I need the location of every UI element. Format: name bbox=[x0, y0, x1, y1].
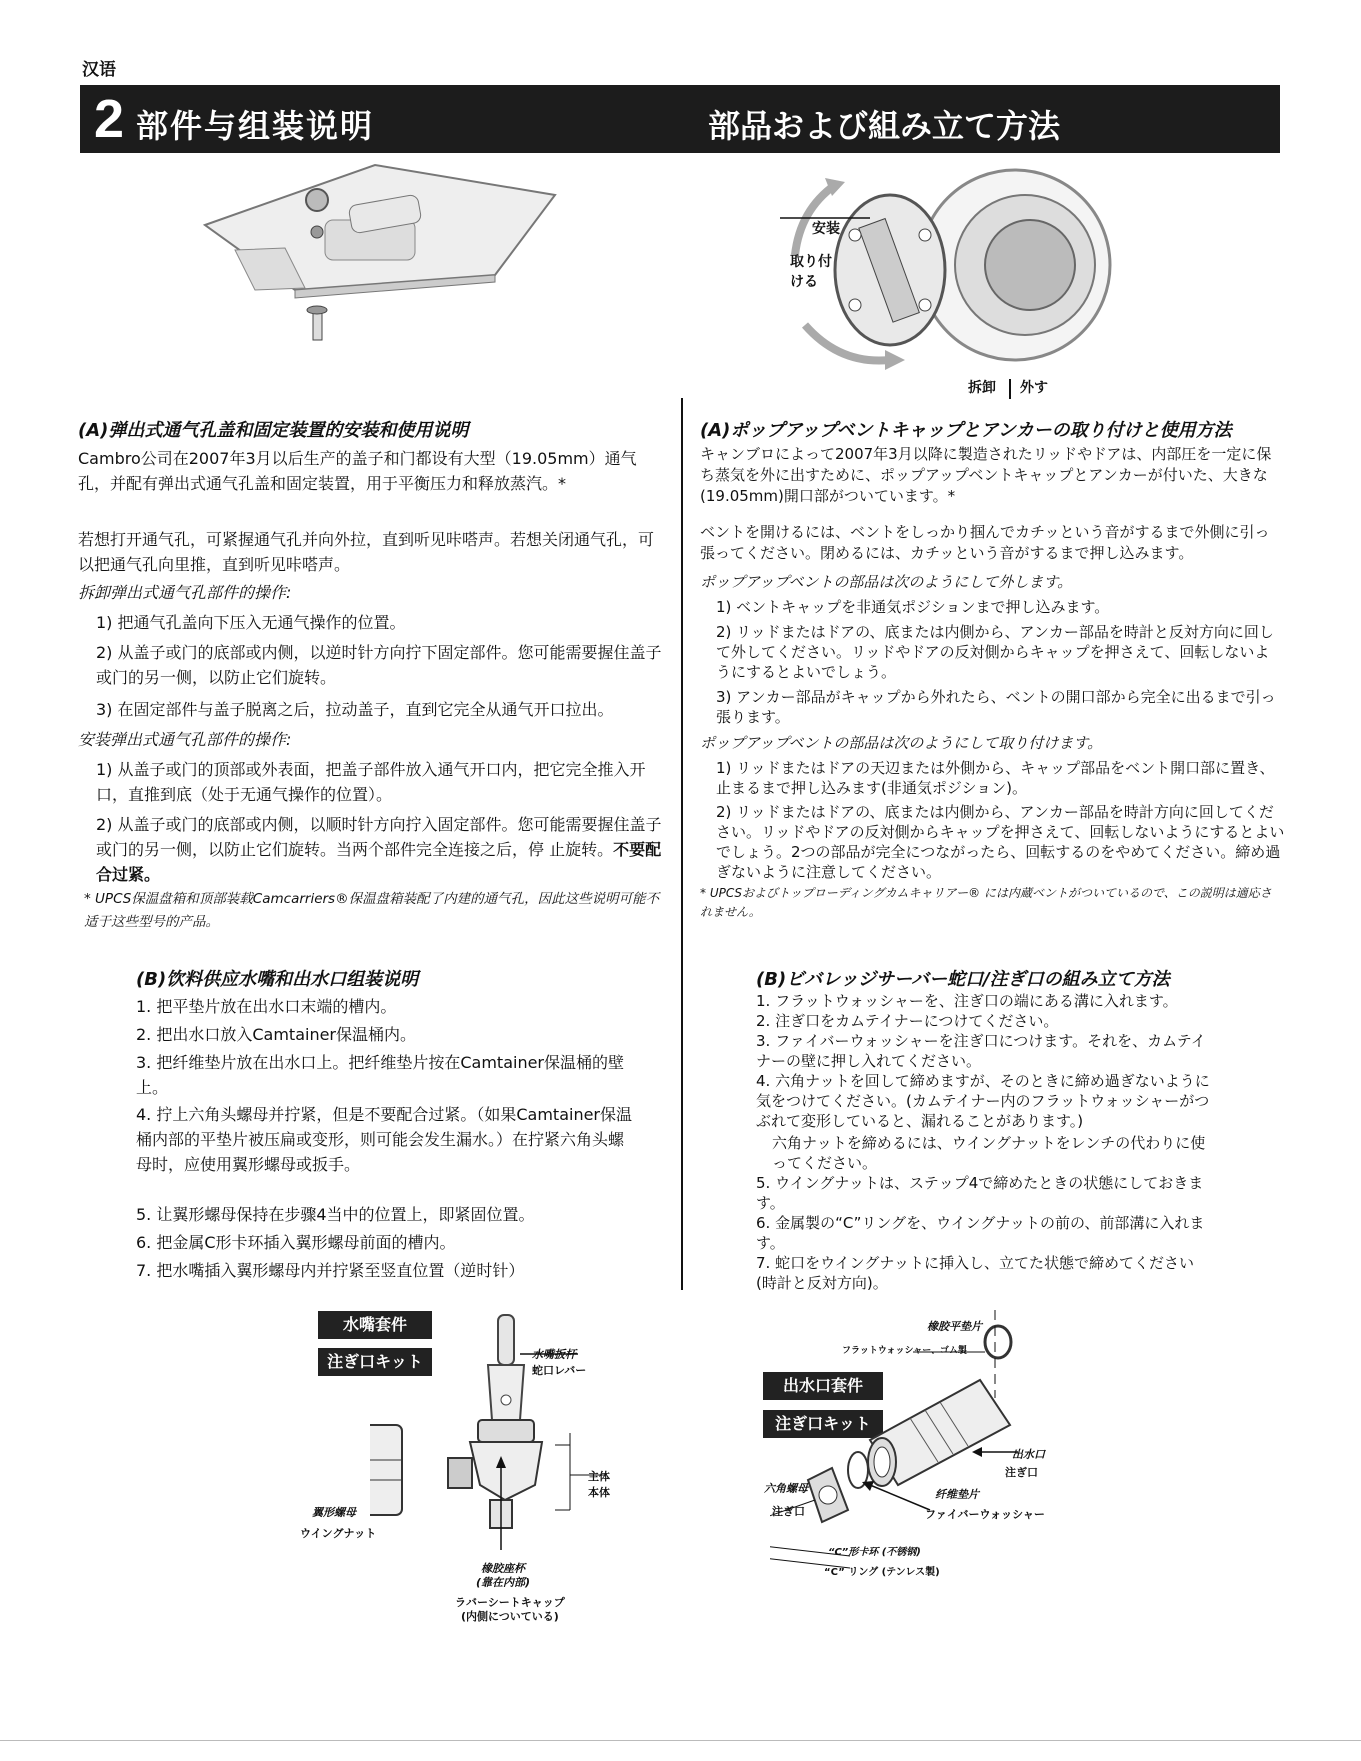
remove-heading-jp: ポップアップベントの部品は次のようにして外します。 bbox=[700, 573, 1073, 591]
vent-rotation-illustration bbox=[780, 160, 1130, 380]
label-separator bbox=[1009, 379, 1011, 399]
install-step-text: 2) 从盖子或门的底部或内侧，以顺时针方向拧入固定部件。您可能需要握住盖子或门的另一侧，以防止它们旋转。当两个部件完全连接之后，停 止旋转。 bbox=[96, 815, 662, 859]
seat-cap-label-cn: 橡胶座杯 (靠在内部) bbox=[476, 1562, 531, 1589]
wing-nut-label-cn: 翼形螺母 bbox=[312, 1506, 356, 1519]
spigot-step-jp: 3. ファイバーウォッシャーを注ぎ口につけます。それを、カムテイナーの壁に押し入れてください。 bbox=[756, 1032, 1206, 1070]
remove-label-jp: 外す bbox=[1020, 380, 1048, 396]
body-label-jp: 本体 bbox=[588, 1486, 610, 1499]
spigot-step-cn: 6. 把金属C形卡环插入翼形螺母前面的槽内。 bbox=[136, 1233, 456, 1252]
spigot-kit-label-jp: 注ぎ口キット bbox=[763, 1410, 883, 1438]
c-ring-label-jp: “C” リング (テンレス製) bbox=[824, 1567, 940, 1578]
section-a-intro-cn: Cambro公司在2007年3月以后生产的盖子和门都设有大型（19.05mm）通气孔，并配有弹出式通气孔盖和固定装置，用于平衡压力和释放蒸汽。* bbox=[78, 449, 637, 493]
hex-nut-label-cn: 六角螺母 bbox=[764, 1482, 808, 1495]
lid-illustration bbox=[195, 160, 565, 360]
spigot-step-jp: 2. 注ぎ口をカムテイナーにつけてください。 bbox=[756, 1012, 1059, 1030]
faucet-kit-label-jp: 注ぎ口キット bbox=[318, 1348, 432, 1376]
spigot-step-jp: 6. 金属製の“C”リングを、ウイングナットの前の、前部溝に入れます。 bbox=[756, 1214, 1205, 1252]
spigot-step-cn: 4. 拧上六角头螺母并拧紧，但是不要配合过紧。（如果Camtainer保温桶内部的平垫片被压扁或变形，则可能会发生漏水。）在拧紧六角头螺母时，应使用翼形螺母或扳手。 bbox=[136, 1105, 633, 1174]
wing-nut-label-jp: ウイングナット bbox=[300, 1527, 377, 1540]
spigot-step-jp: 1. フラットウォッシャーを、注ぎ口の端にある溝に入れます。 bbox=[756, 992, 1178, 1010]
spout-label-jp: 注ぎ口 bbox=[1005, 1466, 1038, 1479]
install-step-cn: 1) 从盖子或门的顶部或外表面，把盖子部件放入通气开口内，把它完全推入开口，直推到底（处于无通气操作的位置）。 bbox=[96, 760, 646, 804]
install-step-jp: 1) リッドまたはドアの天辺または外側から、キャップ部品をベント開口部に置き、止まるまで押し込みます(非通気ポジション)。 bbox=[716, 759, 1275, 797]
remove-step-jp: 1) ベントキャップを非通気ポジションまで押し込みます。 bbox=[716, 598, 1110, 616]
language-label: 汉语 bbox=[82, 60, 116, 80]
spigot-step-jp: 7. 蛇口をウイングナットに挿入し、立てた状態で締めてください (時計と反対方向)。 bbox=[756, 1254, 1195, 1292]
flat-washer-label-cn: 橡胶平垫片 bbox=[927, 1320, 982, 1333]
spigot-step-jp-note: 六角ナットを締めるには、ウイングナットをレンチの代わりに使ってください。 bbox=[772, 1134, 1206, 1172]
section-b-heading-cn: (B)饮料供应水嘴和出水口组装说明 bbox=[136, 969, 419, 990]
install-heading-jp: ポップアップベントの部品は次のようにして取り付けます。 bbox=[700, 734, 1103, 752]
flat-washer-label-jp: フラットウォッシャー、ゴム製 bbox=[842, 1346, 967, 1356]
section-banner bbox=[80, 85, 1280, 153]
fiber-washer-label-jp: ファイバーウォッシャー bbox=[925, 1508, 1045, 1521]
spigot-kit-label-cn: 出水口套件 bbox=[763, 1372, 883, 1400]
remove-step-cn: 3) 在固定部件与盖子脱离之后，拉动盖子，直到它完全从通气开口拉出。 bbox=[96, 700, 614, 719]
remove-step-cn: 1) 把通气孔盖向下压入无通气操作的位置。 bbox=[96, 613, 406, 632]
column-divider bbox=[681, 398, 683, 1290]
body-label-cn: 主体 bbox=[588, 1470, 610, 1483]
remove-step-jp: 3) アンカー部品がキャップから外れたら、ベントの開口部から完全に出るまで引っ張ります。 bbox=[716, 688, 1276, 726]
section-title-jp: 部品および組み立て方法 bbox=[708, 107, 1061, 145]
remove-heading-cn: 拆卸弹出式通气孔部件的操作: bbox=[78, 583, 292, 602]
hex-nut-label-jp: 注ぎ口 bbox=[772, 1505, 805, 1518]
spigot-step-cn: 7. 把水嘴插入翼形螺母内并拧紧至竖直位置（逆时针） bbox=[136, 1261, 525, 1280]
footnote-jp: * UPCSおよびトップローディングカムキャリアー® には内蔵ベントがついているので、この説明は適応されません。 bbox=[700, 886, 1272, 919]
page-bottom-rule bbox=[0, 1740, 1361, 1741]
install-heading-cn: 安装弹出式通气孔部件的操作: bbox=[78, 730, 292, 749]
spigot-step-jp: 5. ウイングナットは、ステップ4で締めたときの状態にしておきます。 bbox=[756, 1174, 1204, 1212]
section-title-cn: 部件与组装说明 bbox=[136, 107, 375, 145]
section-a-heading-cn: (A)弹出式通气孔盖和固定装置的安装和使用说明 bbox=[78, 420, 469, 441]
section-a-open-close-jp: ベントを開けるには、ベントをしっかり掴んでカチッという音がするまで外側に引っ張ってください。閉めるには、カチッという音がするまで押し込みます。 bbox=[700, 523, 1270, 562]
spigot-step-jp: 4. 六角ナットを回して締めますが、そのときに締め過ぎないように気をつけてください。(カムテイナー内のフラットウォッシャーがつぶれて変形していると、漏れることがあります。) bbox=[756, 1072, 1210, 1130]
remove-label-cn: 拆卸 bbox=[968, 380, 996, 396]
spigot-step-cn: 3. 把纤维垫片放在出水口上。把纤维垫片按在Camtainer保温桶的壁上。 bbox=[136, 1053, 625, 1097]
footnote-cn: * UPCS保温盘箱和顶部装载Camcarriers®保温盘箱装配了内建的通气孔，因此这些说明可能不适于这些型号的产品。 bbox=[84, 891, 660, 930]
lever-label-cn: 水嘴扳杆 bbox=[532, 1348, 576, 1361]
section-a-open-close-cn: 若想打开通气孔，可紧握通气孔并向外拉，直到听见咔嗒声。若想关闭通气孔，可以把通气孔向里推，直到听见咔嗒声。 bbox=[78, 530, 655, 574]
spigot-step-cn: 5. 让翼形螺母保持在步骤4当中的位置上，即紧固位置。 bbox=[136, 1205, 535, 1224]
spigot-step-cn: 2. 把出水口放入Camtainer保温桶内。 bbox=[136, 1025, 417, 1044]
section-number: 2 bbox=[94, 89, 125, 149]
spout-label-cn: 出水口 bbox=[1012, 1448, 1045, 1461]
fiber-washer-label-cn: 纤维垫片 bbox=[935, 1488, 979, 1501]
do-not-overtighten-cn: 不要配合过紧。 bbox=[96, 840, 662, 884]
section-a-intro-jp: キャンブロによって2007年3月以降に製造されたリッドやドアは、内部圧を一定に保ち蒸気を外に出すために、ポップアップベントキャップとアンカーが付いた、大きな(19.05mm)開口部がついています。* bbox=[700, 445, 1272, 505]
install-label-jp: 取り付 ける bbox=[790, 254, 832, 290]
install-step-cn bbox=[96, 812, 664, 887]
remove-step-cn: 2) 从盖子或门的底部或内侧，以逆时针方向拧下固定部件。您可能需要握住盖子或门的另一侧，以防止它们旋转。 bbox=[96, 643, 662, 687]
remove-step-jp: 2) リッドまたはドアの、底または内側から、アンカー部品を時計と反対方向に回して外してください。リッドやドアの反対側からキャップを押さえて、回転しないようにするとよいでしょう。 bbox=[716, 623, 1274, 681]
install-step-jp: 2) リッドまたはドアの、底または内側から、アンカー部品を時計方向に回してください。リッドやドアの反対側からキャップを押さえて、回転しないようにするとよいでしょう。2つの部品が完全につながったら、回転するのをやめてください。締め過ぎないように注意してください。 bbox=[716, 803, 1285, 881]
seat-cap-label-jp: ラバーシートキャップ (内側についている) bbox=[455, 1596, 565, 1623]
faucet-kit-label-cn: 水嘴套件 bbox=[318, 1311, 432, 1339]
section-b-heading-jp: (B)ビバレッジサーバー蛇口/注ぎ口の組み立て方法 bbox=[756, 969, 1170, 990]
install-label-cn: 安装 bbox=[812, 221, 840, 237]
section-a-heading-jp: (A)ポップアップベントキャップとアンカーの取り付けと使用方法 bbox=[700, 420, 1232, 441]
faucet-illustration bbox=[370, 1310, 620, 1550]
lever-label-jp: 蛇口レバー bbox=[532, 1364, 587, 1377]
c-ring-label-cn: “C”形卡环 (不锈钢) bbox=[828, 1547, 921, 1558]
spigot-step-cn: 1. 把平垫片放在出水口末端的槽内。 bbox=[136, 997, 397, 1016]
